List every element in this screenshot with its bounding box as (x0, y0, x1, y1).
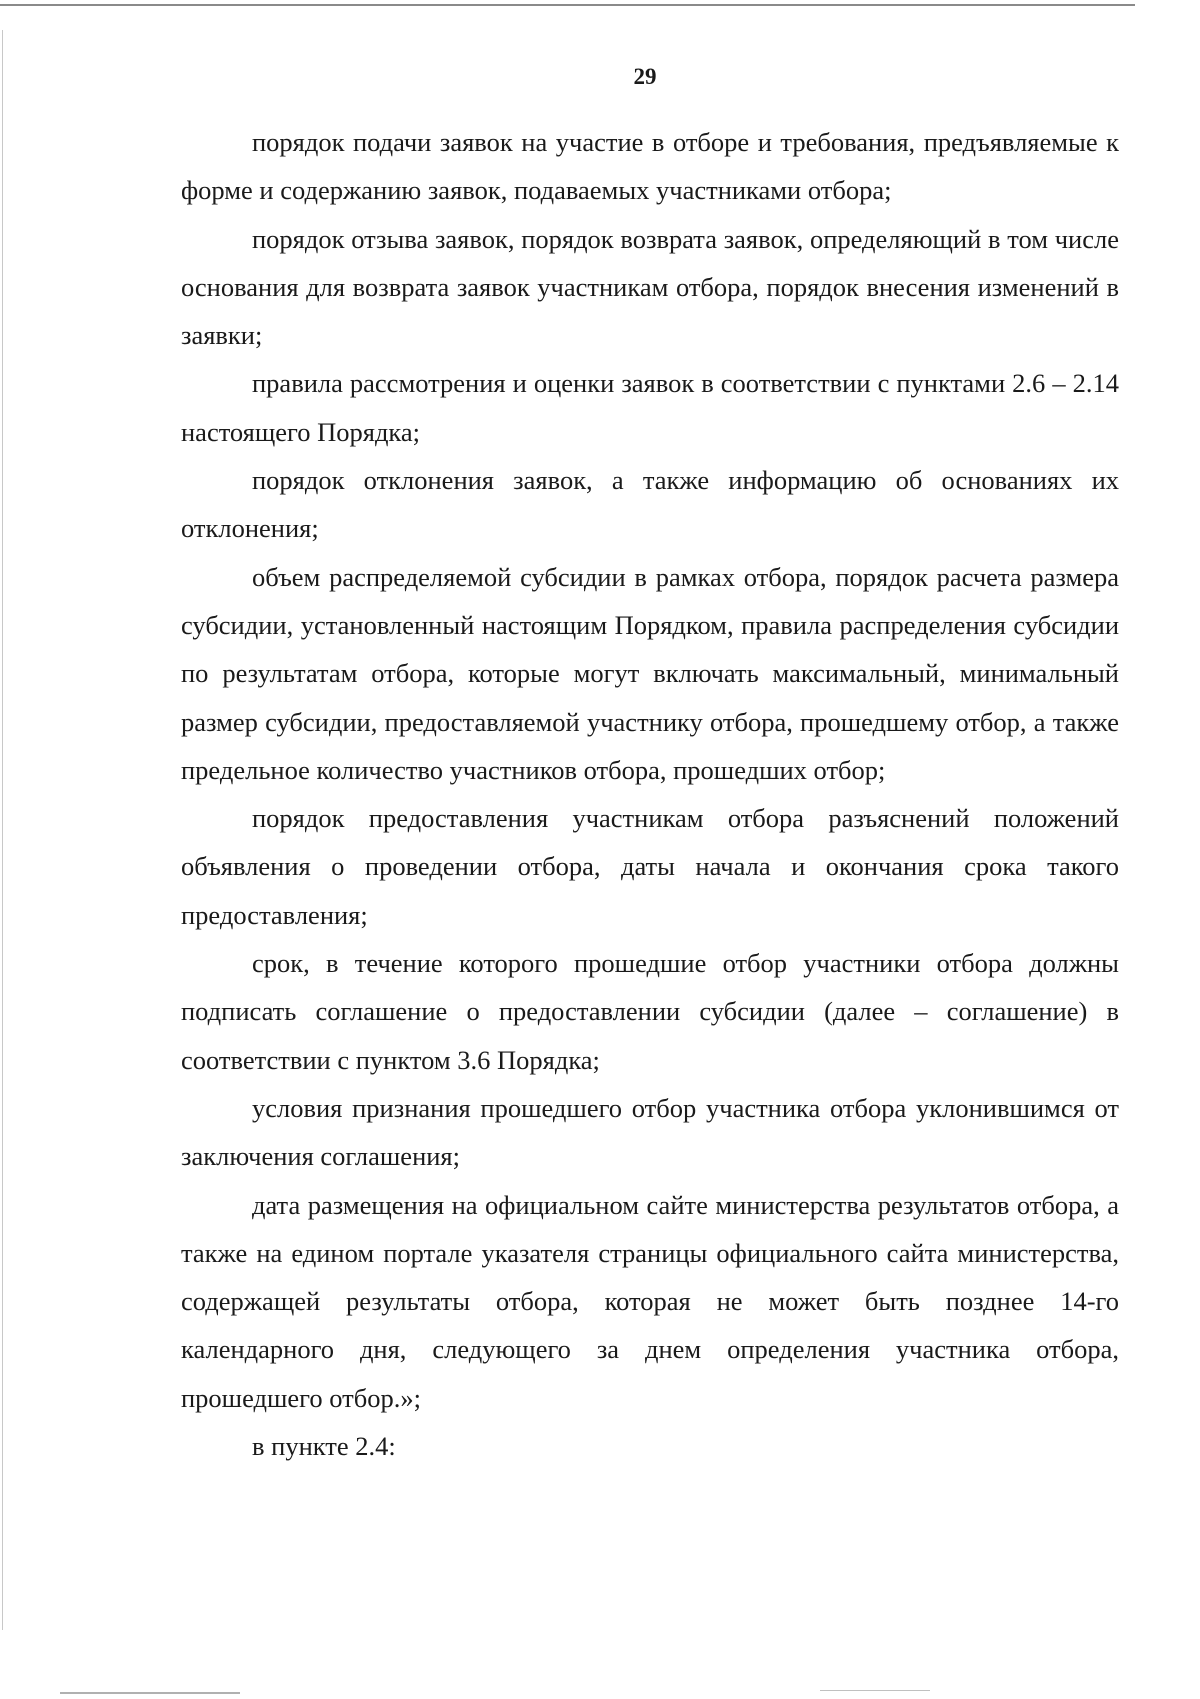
paragraph: объем распределяемой субсидии в рамках отбора, порядок расчета размера субсидии, установленный настоящим Порядком, правила распределения субсидии по результатам отбора, которые могут включать максимальный, минимальный размер субсидии, предоставляемой участнику отбора, прошедшему отбор, а также предельное количество участников отбора, прошедших отбор; (181, 561, 1119, 785)
scan-edge-bottom-right (820, 1690, 930, 1691)
paragraph: правила рассмотрения и оценки заявок в соответствии с пунктами 2.6 – 2.14 настоящего Порядка; (181, 368, 1119, 447)
paragraph: дата размещения на официальном сайте министерства результатов отбора, а также на едином портале указателя страницы официального сайта министерства, содержащей результаты отбора, которая не может быть позднее 14-го календарного дня, следующего за днем определения участника отбора, прошедшего отбор.»; (181, 1189, 1119, 1413)
scan-edge-top (0, 4, 1135, 6)
paragraph: срок, в течение которого прошедшие отбор участники отбора должны подписать соглашение о предоставлении субсидии (далее – соглашение) в соответствии с пунктом 3.6 Порядка; (181, 948, 1119, 1075)
page-number: 29 (633, 64, 657, 89)
paragraph: порядок отклонения заявок, а также информацию об основаниях их отклонения; (181, 465, 1119, 544)
scan-edge-bottom (60, 1692, 240, 1694)
document-body (181, 118, 1119, 1470)
scan-edge-left (2, 30, 3, 1630)
paragraph: в пункте 2.4: (252, 1431, 396, 1462)
paragraph: условия признания прошедшего отбор участника отбора уклонившимся от заключения соглашения; (181, 1092, 1119, 1172)
paragraph: порядок подачи заявок на участие в отборе и требования, предъявляемые к форме и содержанию заявок, подаваемых участниками отбора; (181, 127, 1119, 206)
paragraph: порядок отзыва заявок, порядок возврата заявок, определяющий в том числе основания для возврата заявок участникам отбора, порядок внесения изменений в заявки; (181, 223, 1119, 351)
paragraph: порядок предоставления участникам отбора разъяснений положений объявления о проведении отбора, даты начала и окончания срока такого предоставления; (181, 803, 1119, 930)
